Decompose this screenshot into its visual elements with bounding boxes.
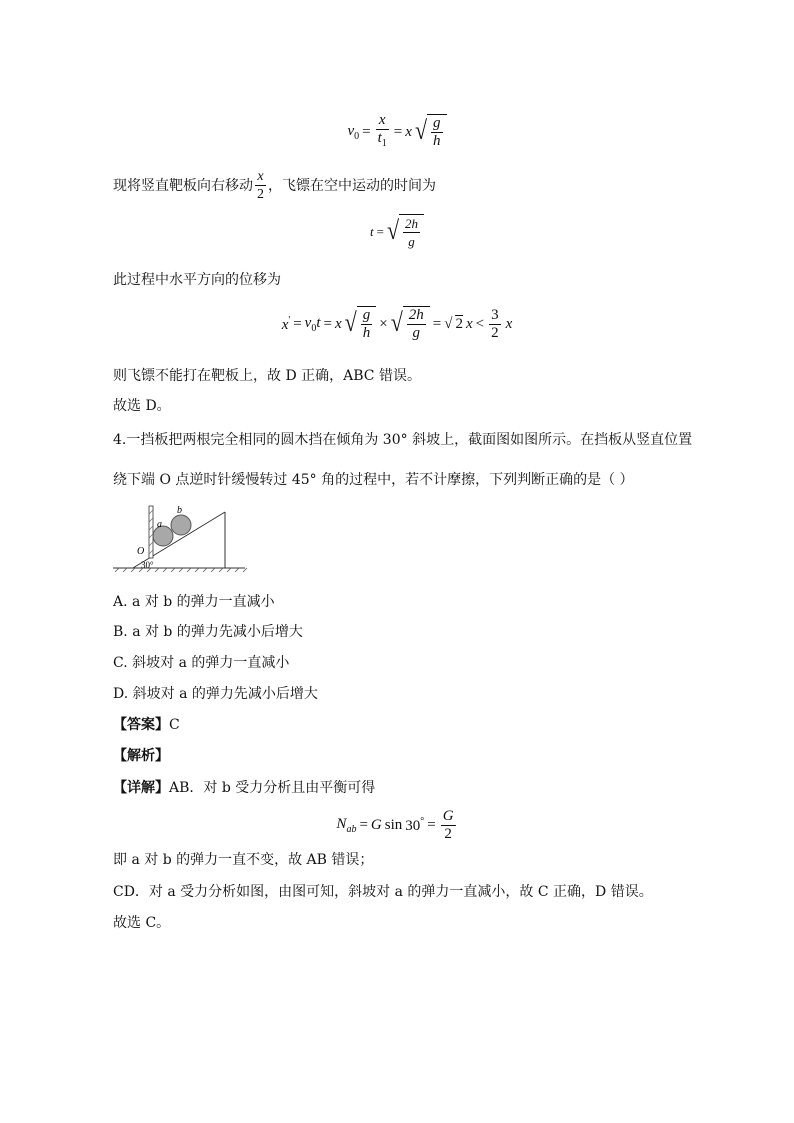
text-line-cd-analysis: CD．对 a 受力分析如图，由图可知，斜坡对 a 的弹力一直减小，故 C 正确，D 错误。 (113, 884, 653, 900)
answer-value: C (169, 717, 180, 733)
equation-v0: $v_0$ = $\frac{x}{t_1}$ = x √ $\frac{g}{h}$ (0, 112, 794, 152)
option-b: B. a 对 b 的弹力先减小后增大 (113, 624, 303, 640)
detail-label: 【详解】 (113, 780, 169, 796)
option-d: D. 斜坡对 a 的弹力先减小后增大 (113, 686, 318, 702)
equation-x-prime: x' = $v_0t$ = x √ $\frac{g}{h}$ × √ $\frac{2h}{g}$ = √ 2 x < $\frac{3}{2}$ x (281, 306, 513, 341)
label-o: O (137, 546, 145, 557)
answer-line (113, 715, 180, 735)
text-line-displacement: 此过程中水平方向的位移为 (113, 272, 281, 288)
detail-text: AB．对 b 受力分析且由平衡可得 (169, 780, 376, 796)
text-line-ab-wrong: 即 a 对 b 的弹力一直不变，故 AB 错误； (113, 852, 374, 868)
analysis-label: 【解析】 (113, 748, 169, 764)
question-4-stem-line1: 4.一挡板把两根完全相同的圆木挡在倾角为 30° 斜坡上，截面图如图所示。在挡板从竖直位置 (113, 432, 693, 448)
text-line-conclusion-d: 则飞镖不能打在靶板上，故 D 正确，ABC 错误。 (113, 368, 421, 384)
label-angle: 30° (141, 560, 154, 570)
incline-figure (113, 500, 253, 580)
detail-line (113, 778, 375, 798)
text-line-choose-c: 故选 C。 (113, 915, 171, 931)
answer-label: 【答案】 (113, 717, 169, 733)
text-line-move-target: 现将竖直靶板向右移动 $\frac{x}{2}$ ，飞镖在空中运动的时间为 (113, 169, 436, 202)
equation-nab: $N_{ab}$ = G sin 30° = $\frac{G}{2}$ (336, 808, 454, 842)
question-4-stem-line2: 绕下端 O 点逆时针缓慢转过 45° 角的过程中，若不计摩擦，下列判断正确的是（ ） (113, 472, 634, 488)
label-b: b (177, 505, 182, 516)
equation-t: t = √ $\frac{2h}{g}$ (0, 214, 794, 250)
text-line-choose-d: 故选 D。 (113, 398, 171, 414)
option-a: A. a 对 b 的弹力一直减小 (113, 594, 275, 610)
incline-diagram (113, 500, 253, 580)
label-a: a (157, 519, 162, 530)
option-c: C. 斜坡对 a 的弹力一直减小 (113, 655, 290, 671)
